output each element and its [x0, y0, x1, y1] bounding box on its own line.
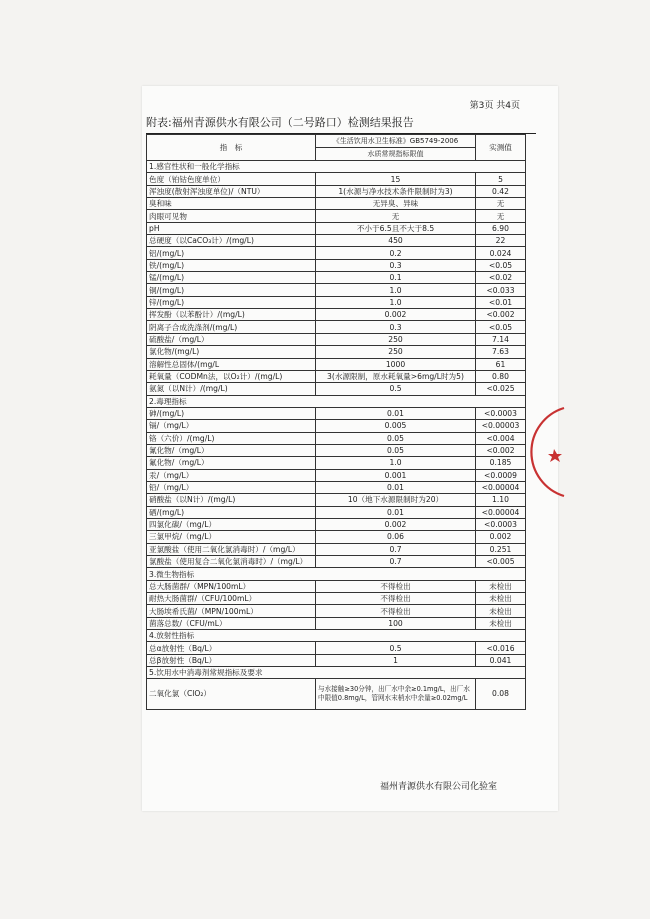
result-cell: <0.033 — [476, 284, 526, 296]
indicator-cell: 铅/（mg/L） — [147, 481, 316, 493]
indicator-cell: 色度（铂钴色度单位） — [147, 173, 316, 185]
result-cell: 0.80 — [476, 370, 526, 382]
result-cell: 未检出 — [476, 580, 526, 592]
result-cell: <0.02 — [476, 272, 526, 284]
table-row — [147, 432, 526, 444]
table-row — [147, 247, 526, 259]
result-cell: 0.041 — [476, 654, 526, 666]
table-row — [147, 469, 526, 481]
indicator-cell: 砷/(mg/L) — [147, 407, 316, 419]
results-table — [146, 134, 526, 710]
indicator-cell: 大肠埃希氏菌/（MPN/100mL） — [147, 605, 316, 617]
limit-cell: 250 — [316, 346, 476, 358]
table-row — [147, 580, 526, 592]
result-cell: 未检出 — [476, 605, 526, 617]
table-row — [147, 284, 526, 296]
result-cell: 0.08 — [476, 679, 526, 710]
indicator-cell: 铁/(mg/L) — [147, 259, 316, 271]
limit-cell: 250 — [316, 333, 476, 345]
limit-cell: 不得检出 — [316, 580, 476, 592]
result-cell: 0.251 — [476, 543, 526, 555]
result-cell: <0.016 — [476, 642, 526, 654]
indicator-cell: 总大肠菌群/（MPN/100mL） — [147, 580, 316, 592]
indicator-cell: 阴离子合成洗涤剂/(mg/L) — [147, 321, 316, 333]
limit-cell: 1.0 — [316, 457, 476, 469]
indicator-cell: 硝酸盐（以N计）/(mg/L) — [147, 494, 316, 506]
result-cell: 5 — [476, 173, 526, 185]
section-title: 5.饮用水中消毒剂常规指标及要求 — [147, 667, 526, 679]
table-row — [147, 481, 526, 493]
result-cell: 1.10 — [476, 494, 526, 506]
limit-cell: 1 — [316, 654, 476, 666]
limit-cell: 0.7 — [316, 543, 476, 555]
table-row — [147, 185, 526, 197]
indicator-cell: 挥发酚（以苯酚计）/(mg/L) — [147, 309, 316, 321]
section-row — [147, 667, 526, 679]
indicator-cell: 耗氧量（CODMn法，以O₂计）/(mg/L) — [147, 370, 316, 382]
result-cell: 未检出 — [476, 617, 526, 629]
indicator-cell: 二氧化氯（ClO₂） — [147, 679, 316, 710]
section-row — [147, 568, 526, 580]
limit-cell: 0.1 — [316, 272, 476, 284]
result-cell: 无 — [476, 210, 526, 222]
result-cell: 未检出 — [476, 593, 526, 605]
result-cell: <0.002 — [476, 444, 526, 456]
result-cell: <0.025 — [476, 383, 526, 395]
table-row — [147, 370, 526, 382]
table-row — [147, 321, 526, 333]
indicator-cell: 氯化物/(mg/L) — [147, 346, 316, 358]
indicator-cell: 氨氮（以N计）/(mg/L) — [147, 383, 316, 395]
indicator-cell: 锌/(mg/L) — [147, 296, 316, 308]
limit-cell: 无异臭、异味 — [316, 198, 476, 210]
indicator-cell: 铝/(mg/L) — [147, 247, 316, 259]
table-row — [147, 543, 526, 555]
table-row — [147, 235, 526, 247]
limit-cell: 0.01 — [316, 481, 476, 493]
indicator-cell: 亚氯酸盐（使用二氧化氯消毒时）/（mg/L） — [147, 543, 316, 555]
indicator-cell: 臭和味 — [147, 198, 316, 210]
limit-cell: 1.0 — [316, 296, 476, 308]
indicator-cell: 镉/（mg/L） — [147, 420, 316, 432]
limit-cell: 1(水源与净水技术条件限制时为3) — [316, 185, 476, 197]
limit-cell: 不小于6.5且不大于8.5 — [316, 222, 476, 234]
limit-cell: 3(水源限制，原水耗氧量>6mg/L时为5) — [316, 370, 476, 382]
indicator-cell: 氟化物/（mg/L） — [147, 457, 316, 469]
limit-cell: 0.01 — [316, 506, 476, 518]
section-row — [147, 630, 526, 642]
section-title: 1.感官性状和一般化学指标 — [147, 161, 526, 173]
section-title: 2.毒理指标 — [147, 395, 526, 407]
limit-cell: 1.0 — [316, 284, 476, 296]
table-row — [147, 642, 526, 654]
indicator-cell: 硒/(mg/L) — [147, 506, 316, 518]
result-cell: 22 — [476, 235, 526, 247]
indicator-cell: 汞/（mg/L） — [147, 469, 316, 481]
indicator-cell: 菌落总数/（CFU/mL） — [147, 617, 316, 629]
table-row — [147, 173, 526, 185]
indicator-cell: 总β放射性（Bq/L） — [147, 654, 316, 666]
table-row — [147, 444, 526, 456]
result-cell: <0.005 — [476, 556, 526, 568]
limit-cell: 0.5 — [316, 642, 476, 654]
indicator-cell: 肉眼可见物 — [147, 210, 316, 222]
limit-cell: 0.05 — [316, 432, 476, 444]
section-row — [147, 395, 526, 407]
limit-cell: 0.2 — [316, 247, 476, 259]
table-row — [147, 593, 526, 605]
indicator-cell: 铜/(mg/L) — [147, 284, 316, 296]
table-row — [147, 358, 526, 370]
limit-cell: 不得检出 — [316, 593, 476, 605]
indicator-cell: 四氯化碳/（mg/L） — [147, 518, 316, 530]
limit-cell: 0.7 — [316, 556, 476, 568]
result-cell: <0.00004 — [476, 481, 526, 493]
indicator-cell: 浑浊度(散射浑浊度单位)/（NTU） — [147, 185, 316, 197]
result-cell: <0.0003 — [476, 407, 526, 419]
limit-cell: 0.05 — [316, 444, 476, 456]
limit-cell: 不得检出 — [316, 605, 476, 617]
indicator-cell: 锰/(mg/L) — [147, 272, 316, 284]
table-row — [147, 457, 526, 469]
table-row — [147, 222, 526, 234]
limit-cell: 15 — [316, 173, 476, 185]
indicator-cell: 总α放射性（Bq/L） — [147, 642, 316, 654]
limit-cell: 10（地下水源限制时为20） — [316, 494, 476, 506]
indicator-cell: 总硬度（以CaCO₃计）/(mg/L) — [147, 235, 316, 247]
indicator-cell: 耐热大肠菌群/（CFU/100mL） — [147, 593, 316, 605]
table-row — [147, 420, 526, 432]
result-cell: <0.00003 — [476, 420, 526, 432]
table-row — [147, 296, 526, 308]
limit-cell: 0.001 — [316, 469, 476, 481]
result-cell: 0.185 — [476, 457, 526, 469]
table-row — [147, 531, 526, 543]
table-row — [147, 198, 526, 210]
section-row — [147, 161, 526, 173]
table-row — [147, 605, 526, 617]
table-row — [147, 383, 526, 395]
section-title: 4.放射性指标 — [147, 630, 526, 642]
result-cell: 无 — [476, 198, 526, 210]
limit-cell: 0.01 — [316, 407, 476, 419]
limit-cell: 0.5 — [316, 383, 476, 395]
result-cell: 0.42 — [476, 185, 526, 197]
table-row — [147, 679, 526, 710]
table-row — [147, 407, 526, 419]
table-row — [147, 556, 526, 568]
result-cell: <0.01 — [476, 296, 526, 308]
result-cell: <0.05 — [476, 321, 526, 333]
table-row — [147, 259, 526, 271]
indicator-cell: 硫酸盐/（mg/L） — [147, 333, 316, 345]
page-number: 第3页 共4页 — [469, 101, 520, 111]
limit-cell: 0.3 — [316, 321, 476, 333]
header-standard-limit: 水质常规指标限值 — [316, 148, 476, 161]
limit-cell: 0.002 — [316, 518, 476, 530]
limit-cell: 1000 — [316, 358, 476, 370]
limit-cell: 0.3 — [316, 259, 476, 271]
indicator-cell: 溶解性总固体/(mg/L — [147, 358, 316, 370]
result-cell: 7.63 — [476, 346, 526, 358]
section-title: 3.微生物指标 — [147, 568, 526, 580]
table-row — [147, 272, 526, 284]
table-row — [147, 617, 526, 629]
header-indicator: 指 标 — [147, 135, 316, 161]
table-row — [147, 518, 526, 530]
limit-cell: 与水接触≥30分钟，出厂水中余≥0.1mg/L，出厂水中限值0.8mg/L，管网水末梢水中余量≥0.02mg/L — [316, 679, 476, 710]
header-measured: 实测值 — [476, 135, 526, 161]
result-cell: 0.002 — [476, 531, 526, 543]
result-cell: <0.004 — [476, 432, 526, 444]
result-cell: <0.00004 — [476, 506, 526, 518]
table-row — [147, 210, 526, 222]
result-cell: <0.0003 — [476, 518, 526, 530]
table-row — [147, 654, 526, 666]
table-row — [147, 506, 526, 518]
indicator-cell: 氯酸盐（使用复合二氧化氯消毒时）/（mg/L） — [147, 556, 316, 568]
indicator-cell: pH — [147, 222, 316, 234]
table-row — [147, 333, 526, 345]
report-title: 附表:福州青源供水有限公司（二号路口）检测结果报告 — [146, 114, 536, 134]
indicator-cell: 铬（六价）/(mg/L) — [147, 432, 316, 444]
limit-cell: 0.06 — [316, 531, 476, 543]
lab-seal-stamp — [524, 404, 568, 500]
result-cell: <0.05 — [476, 259, 526, 271]
lab-footer: 福州青源供水有限公司化验室 — [380, 782, 498, 792]
result-cell: 7.14 — [476, 333, 526, 345]
table-row — [147, 346, 526, 358]
result-cell: <0.002 — [476, 309, 526, 321]
table-row — [147, 494, 526, 506]
header-standard-name: 《生活饮用水卫生标准》GB5749-2006 — [316, 135, 476, 148]
table-header-row — [147, 135, 526, 148]
limit-cell: 0.005 — [316, 420, 476, 432]
indicator-cell: 氰化物/（mg/L） — [147, 444, 316, 456]
limit-cell: 450 — [316, 235, 476, 247]
limit-cell: 0.002 — [316, 309, 476, 321]
indicator-cell: 三氯甲烷/（mg/L） — [147, 531, 316, 543]
result-cell: 61 — [476, 358, 526, 370]
limit-cell: 无 — [316, 210, 476, 222]
result-cell: <0.0009 — [476, 469, 526, 481]
result-cell: 0.024 — [476, 247, 526, 259]
limit-cell: 100 — [316, 617, 476, 629]
table-row — [147, 309, 526, 321]
result-cell: 6.90 — [476, 222, 526, 234]
